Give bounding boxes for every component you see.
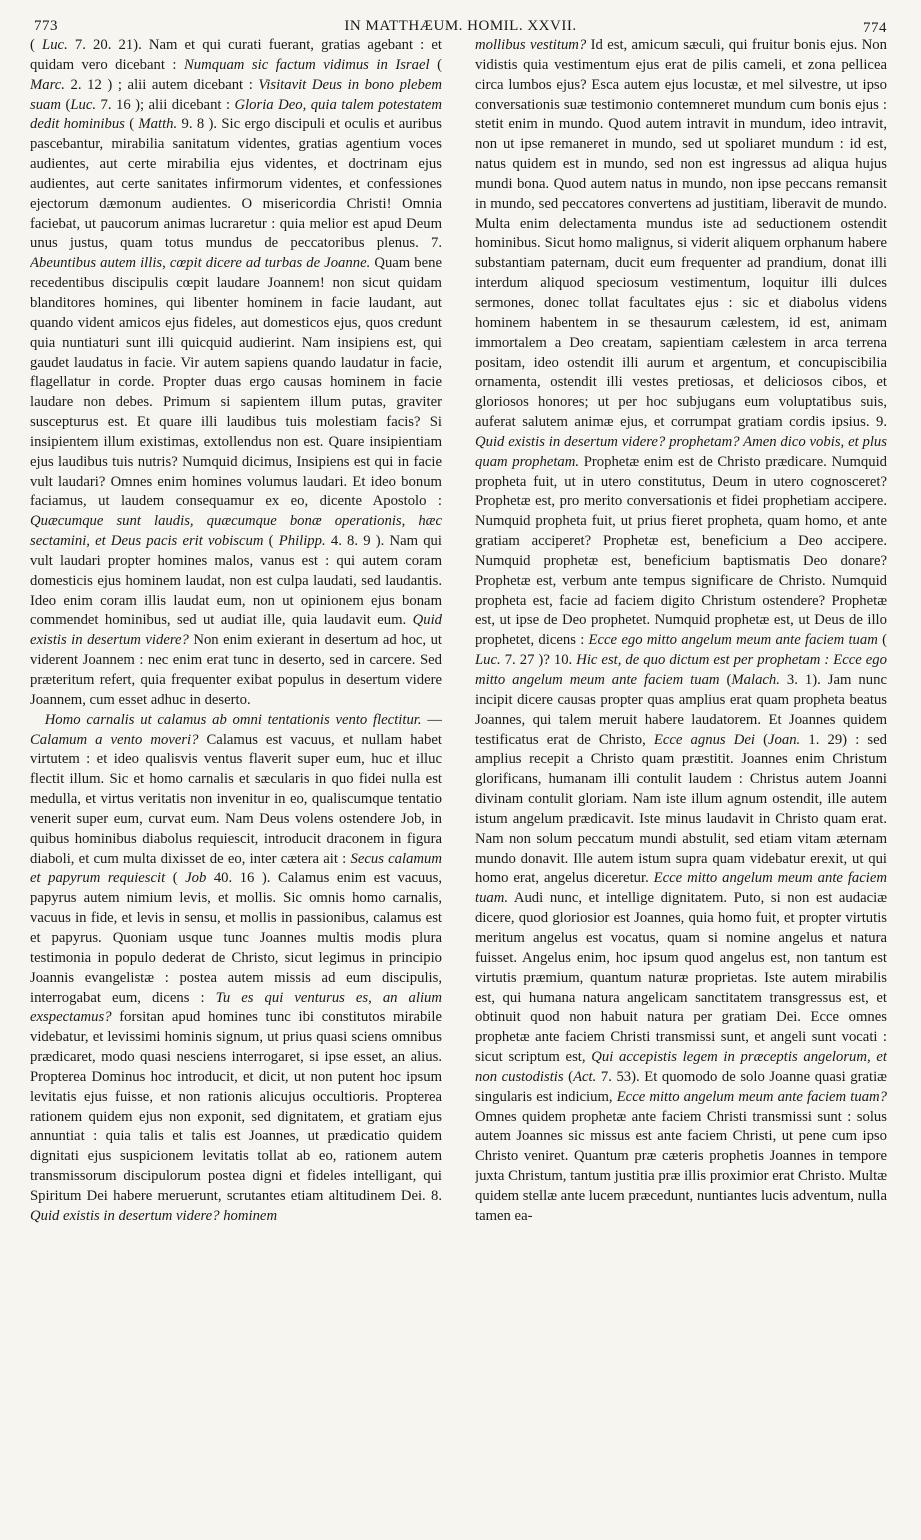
italic-run: Secus calamum et papyrum requiescit (30, 850, 442, 887)
italic-run: mollibus vestitum? (475, 37, 587, 53)
italic-run: Luc. (42, 37, 68, 53)
italic-run: Marc. (30, 76, 65, 93)
italic-run: Ecce agnus Dei (653, 731, 755, 748)
italic-run: Matth. (138, 116, 178, 133)
italic-run: Quid existis in desertum videre? hominem (30, 1207, 278, 1224)
page-number-left: 773 (34, 18, 58, 34)
italic-run: Visitavit Deus in bono plebem suam (30, 76, 442, 113)
left-column-text: ( Luc. 7. 20. 21). Nam et qui curati fuerant, gratias agebant : et quidam vero dicebant : Numquam sic factum vidimus in Israel ( Marc. 2. 12 ) ; alii autem dicebant : Visitavit Deus in bono plebem suam (Luc. 7. 16 ); alii dicebant : Gloria Deo, quia talem potestatem dedit hominibus ( Matth. 9. 8 ). Sic ergo discipuli et oculis et auribus pascebantur, mirabilia sanitatum videntes, gratias agentium voces audientes, aut certe mirabilia ejus videntes, et doctrinam ejus audientes, aut certe sanitates infirmorum videntes, et confessiones ejectorum dæmonum audientes. O misericordia Christi! Omnia faciebat, ut paucorum animas lucraretur : quia melior est apud Deum unus justus, quam totus mundus de peccatoribus plenus. 7. Abeuntibus autem illis, cœpit dicere ad turbas de Joanne. Quam bene recedentibus discipulis cœpit laudare Joannem! non sicut quidam blanditores homines, qui libenter hominem in facie laudant, aut quando vident amicos ejus fideles, aut domesticos ejus, quos credunt quia nuntiaturi sunt illi quicquid audierint. Nam insipiens est, qui gaudet laudatus in facie. Vir autem sapiens quando laudatur in facie, flagellatur in corde. Propter duas ergo causas hominem in facie laudare non debes. Primum si sapientem illum putas, graviter suscepturus est. Et quare illi laudibus tuis molestiam facis? Si insipientem illum existimas, extollendus non est. Quare insipientiam ejus laudibus tuis nutris? Numquid dicimus, Insipiens est qui in facie vult laudari? Omnes enim homines volumus laudari. Et ideo bonum faciamus, ut laudem consequamur ex eo, dicente Apostolo : Quæcumque sunt laudis, quæcumque bonæ operationis, hæc sectamini, et Deus pacis erit vobiscum ( Philipp. 4. 8. 9 ). Nam qui vult laudari propter homines malos, vanus est : qui autem coram domesticis ejus hominem laudat, non est culpa laudati, sed laudantis. Ideo enim coram illis laudat eum, non ut opinionem ejus bonam commendet hominibus, sed ut audiat ille, quia laudavit eum. Quid existis in desertum videre? Non enim exierant in desertum ad hoc, ut viderent Joannem : nec enim erat tunc in deserto, sed in carcere. Sed præteritum refert, quia frequenter exibat populus in desertum videre Joannem, cum esset adhuc in deserto. Homo carnalis ut calamus ab omni tentationis vento flectitur. — Calamum a vento moveri? Calamus est vacuus, et nullam habet virtutem : et ideo qualisvis ventus flaverit super eum, huc et illuc flectit illum. Sic et homo carnalis et sæcularis in quo fidei nulla est medulla, et virtus veritatis non invenitur in eo, qualiscumque tentatio venerit super eum, curvat eum. Nam Deus volens ostendere Job, in quibus hominibus diabolus requiescit, introducit draconem in figura diaboli, et cum multa dixisset de eo, inter cætera ait : Secus calamum et papyrum requiescit ( Job 40. 16 ). Calamus enim est vacuus, papyrus autem nimium levis, et mollis. Sic omnis homo carnalis, vacuus in fide, et levis in sensu, et mollis in passionibus, calamus est et papyrus. Quoniam usque tunc Joannes multis modis plura testimonia in populo dederat de Christo, sicut legimus in principio Joannis evangelistæ : postea autem missis ad eum discipulis, interrogabat eum, dicens : Tu es qui venturus es, an alium exspectamus? forsitan apud homines tunc ibi constitutos mirabile videbatur, et levissimi hominis signum, ut prius quasi sciens omnibus prædicaret, modo quasi nesciens interrogaret, si ipse esset, an alius. Propterea Dominus hoc introducit, et dicit, ut non putent hoc ipsum levitatis ejus fuisse, et non rationis alicujus occultioris. Propterea rationem quidem ejus non exponit, sed dignitatem, et gratiam ejus annuntiat : quia talis et talis est Joannes, ut prædicatio quidem dignitati ejus suspicionem levitatis tollat ab eo, rationem autem transmissorum discipulorum postea digni et fideles intelligant, qui Spiritum Dei habere meruerunt, scrutantes etiam altitudinem Dei. 8. Quid existis in desertum videre? hominem (30, 37, 442, 1224)
italic-run: Ecce mitto angelum meum ante faciem tuam? (616, 1088, 887, 1105)
italic-run: Philipp. (278, 533, 326, 550)
italic-run: Hic est, de quo dictum est per prophetam : Ecce ego mitto angelum meum ante faciem tuam (475, 652, 887, 688)
italic-run: Quid existis in desertum videre? (30, 612, 442, 649)
italic-run: Ecce mitto angelum meum ante faciem tuam. (475, 870, 887, 907)
italic-run: Malach. (731, 672, 780, 688)
italic-run: Abeuntibus autem illis, cœpit dicere ad turbas de Joanne. (30, 255, 371, 272)
page-number-right: 774 (863, 20, 887, 36)
italic-run: Joan. (768, 731, 801, 748)
italic-run: Homo carnalis ut calamus ab omni tentationis vento flectitur. (44, 711, 422, 728)
running-title: IN MATTHÆUM. HOMIL. XXVII. (344, 18, 577, 34)
italic-run: Ecce ego mitto angelum meum ante faciem tuam (588, 632, 878, 649)
italic-run: Gloria Deo, quia talem potestatem dedit hominibus (30, 96, 442, 133)
italic-run: Numquam sic factum vidimus in Israel (184, 56, 430, 73)
italic-run: Luc. (70, 96, 97, 113)
italic-run: Job (185, 870, 207, 887)
italic-run: Quæcumque sunt laudis, quæcumque bonæ operationis, hæc sectamini, et Deus pacis erit vobiscum (30, 513, 442, 550)
left-column (30, 36, 442, 1526)
italic-run: Quid existis in desertum videre? prophetam? Amen dico vobis, et plus quam prophetam. (475, 433, 887, 470)
italic-run: Tu es qui venturus es, an alium exspectamus? (30, 989, 442, 1026)
right-column-text: mollibus vestitum? Id est, amicum sæculi, qui fruitur bonis ejus. Non vidistis quia vestimentum ejus erat de pilis cameli, et zona pellicea circa lumbos ejus? Esca autem ejus locustæ, et mel silvestre, ut ipso conversationis suæ testimonio contemneret mundum cum bonis ejus : stetit enim in mundo. Quod autem intravit in mundum, ideo intravit, non ut ipse remaneret in mundo, sed ut spoliaret mundum : id est, natus quidem est in mundo, sed non est ingressus ad aliqua hujus mundi bona. Quod autem natus in mundo, non ipse peccans remansit in mundo, sed peccatores convertens ad justitiam, liberavit de mundo. Multa enim delectamenta mundus iste ad seductionem ostendit hominibus. Sicut homo malignus, si viderit aliquem orphanum habere substantiam paternam, ducit eum frequenter ad prandium, donat illi interdum aliquod speciosum vestimentum, loquitur illi dulces sermones, donec tollat facultates ejus : sic et diabolus videns hominem habentem in se thesaurum cælestem, id est, animam immortalem a Deo creatam, sapientiam cælestem in arca terrena positam, ideo ostendit illi aurum et argentum, et concupiscibilia ornamenta, ostendit illi vestes pretiosas, et deliciosos cibos, et gloriosos honores; ut per hoc subjugans eum voluptatibus suis, auferat salutem animæ ejus, et corrumpat gratiam cordis ipsius. 9. Quid existis in desertum videre? prophetam? Amen dico vobis, et plus quam prophetam. Prophetæ enim est de Christo prædicare. Numquid propheta fuit, ut in utero constitutus, Deum in utero cognosceret? Prophetæ est, pro merito conversationis et fidei prophetiam accipere. Numquid propheta fuit, ut prius fieret propheta, quam homo, et ante gratiam acciperet? Prophetæ est, beneficium a Deo accipere. Numquid prophetæ est, beneficium baptismatis Deo donare? Prophetæ est, verbum ante tempus significare de Christo. Numquid propheta est, facie ad faciem digito Christum ostendere? Prophetæ est, ut ipse de Deo prophetet. Numquid prophetæ est, ut Deus de illo prophetet, dicens : Ecce ego mitto angelum meum ante faciem tuam ( Luc. 7. 27 )? 10. Hic est, de quo dictum est per prophetam : Ecce ego mitto angelum meum ante faciem tuam (Malach. 3. 1). Jam nunc incipit dicere causas propter quas amplius erat quam propheta beatus Joannes, qui talem meruit habere laudatorem. Et Joannes quidem testificatus erat de Christo, Ecce agnus Dei (Joan. 1. 29) : sed amplius recepit a Christo quam præstitit. Joannes enim Christum glorificans, humanam illi contulit laudem : Christus autem Joanni divinam contulit gloriam. Nam iste illum agnum ostendit, ille autem istum angelum prædicavit. Iste minus laudavit in Christo quam erat. Nam non solum peccatum mundi abstulit, sed etiam vitam æternam mundo donavit. Ille autem istum supra quam videbatur erexit, ut qui homo erat, angelus diceretur. Ecce mitto angelum meum ante faciem tuam. Audi nunc, et intellige dignitatem. Puto, si non est audaciæ dicere, quod gloriosior est Joannes, quia homo fuit, et propter virtutis meritum angelus est vocatus, quam si nomine angelus et natura fuisset. Angelus enim, hoc ipsum quod angelus est, non tantum est virtutis præmium, quantum naturæ proprietas. Iste autem mirabilis est, qui humana natura angelicam sanctitatem transgressus est, et obtinuit quod non habuit natura per gratiam Dei. Ecce omnes prophetæ ante faciem Christi transmissi sunt, et angeli sunt vocati : sicut scriptum est, Qui accepistis legem in præceptis angelorum, et non custodistis (Act. 7. 53). Et quomodo de solo Joanne quasi gratiæ singularis est indicium, Ecce mitto angelum meum ante faciem tuam? Omnes quidem prophetæ ante faciem Christi transmissi sunt : solus autem Joannes sic missus est ante faciem Christi, ut pene cum ipso Christo veniret. Quantum præ cæteris prophetis Joannes in tempore juxta Christum, tantum justitia præ illis proximior erat Christo. Multæ quidem stellæ ante lucem præcedunt, nuntiantes lucis adventum, nulla tamen ea- (475, 37, 887, 1224)
right-column (475, 36, 887, 1526)
italic-run: Calamum a vento moveri? (30, 731, 199, 748)
italic-run: Qui accepistis legem in præceptis angelorum, et non custodistis (475, 1049, 887, 1085)
italic-run: Luc. (475, 652, 501, 669)
italic-run: Act. (573, 1068, 597, 1085)
